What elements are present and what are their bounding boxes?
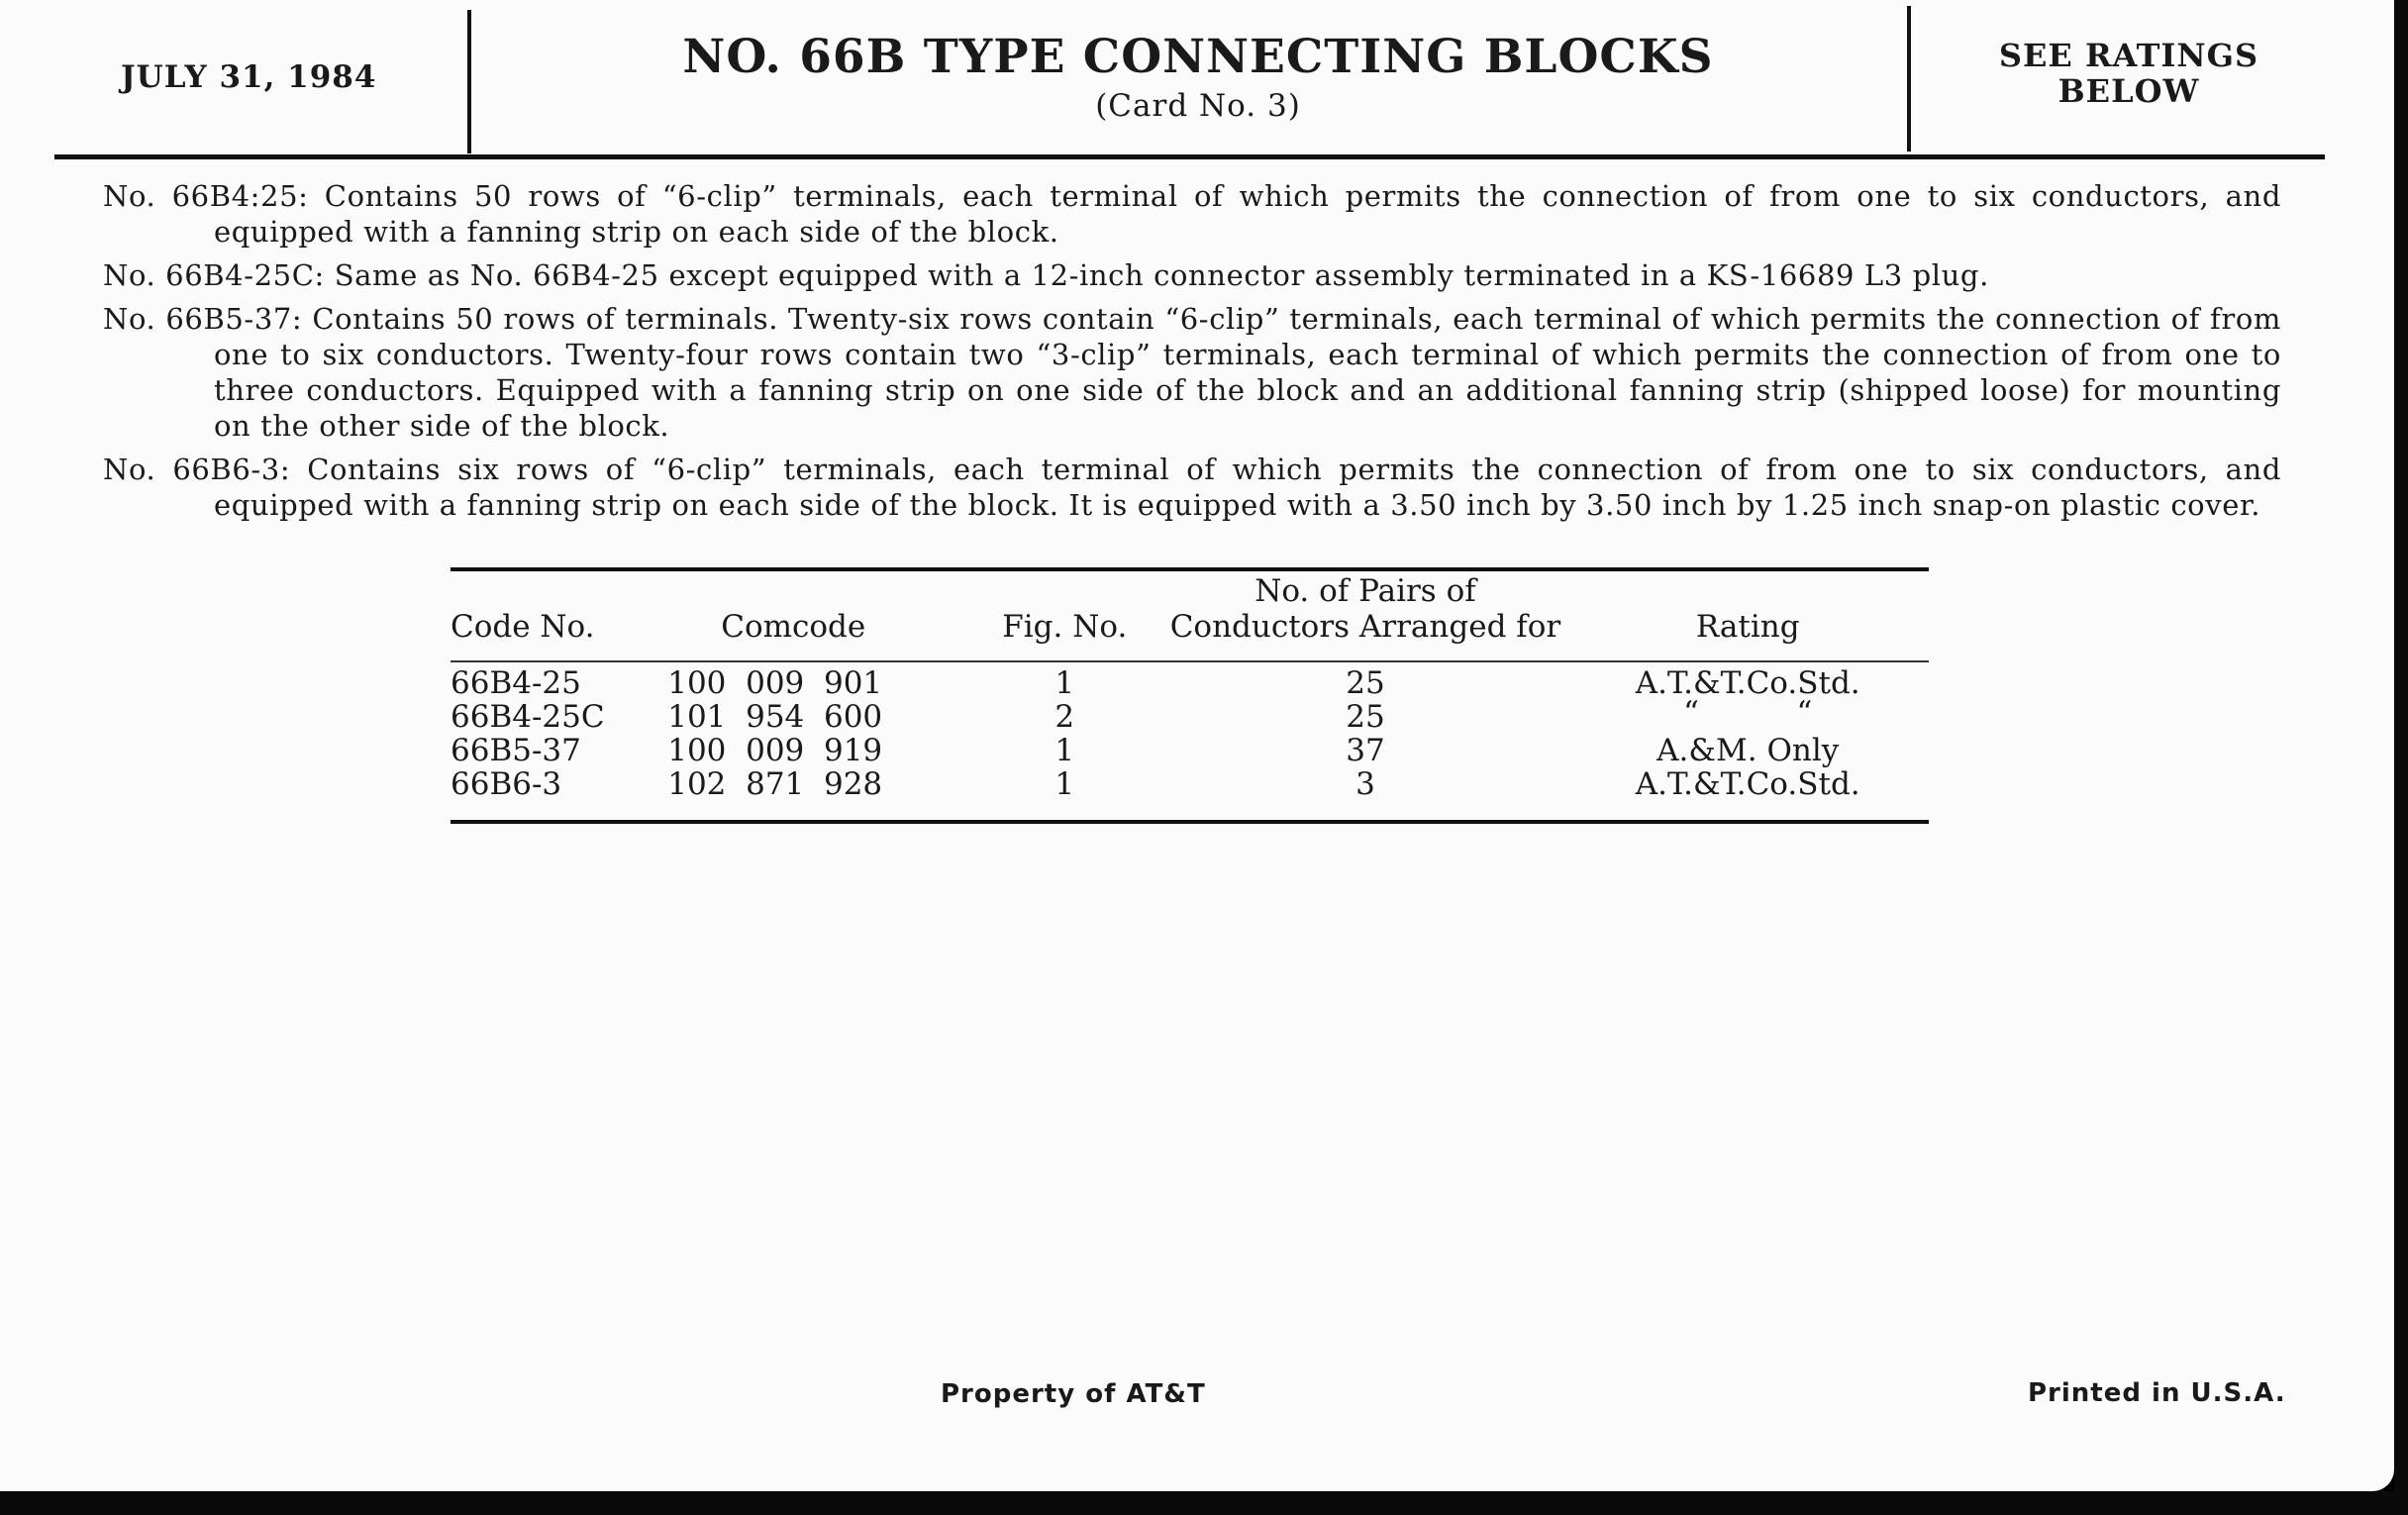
header-code: Code No. (451, 609, 595, 645)
table-bottom-rule (451, 820, 1929, 824)
cell-rating: A.&M. Only (1656, 733, 1840, 768)
scan-edge-right (2394, 0, 2408, 1515)
cell-fig: 1 (1054, 766, 1075, 802)
cell-comcode: 101 954 600 (667, 699, 883, 735)
cell-code: 66B4-25 (451, 665, 581, 701)
cell-code: 66B6-3 (451, 766, 562, 802)
cell-code: 66B5-37 (451, 733, 581, 768)
cell-comcode: 100 009 901 (667, 665, 883, 701)
page-title: NO. 66B TYPE CONNECTING BLOCKS (682, 30, 1714, 84)
header-rule (54, 154, 2325, 159)
printed-notice: Printed in U.S.A. (2028, 1378, 2286, 1408)
cell-rating: A.T.&T.Co.Std. (1635, 665, 1860, 701)
header-divider-right (1907, 6, 1911, 152)
card-date: JULY 31, 1984 (121, 59, 377, 95)
table-header-row (451, 567, 1926, 655)
cell-comcode: 100 009 919 (667, 733, 883, 768)
description-66b5-37: No. 66B5-37: Contains 50 rows of terminals. Twenty-six rows contain “6-clip” terminals, each terminal of which permits the connection of from one to six conductors. Twenty-four rows contain two “3-clip” terminals, each terminal of which permits the connection of from one to three conductors. Equipped with a fanning strip on one side of the block and an additional fanning strip (shipped loose) for mounting on the other side of the block. (103, 302, 2281, 443)
cell-pairs: 25 (1346, 699, 1385, 735)
code-table (451, 567, 1926, 801)
table-row (451, 700, 1926, 734)
cell-fig: 1 (1054, 665, 1075, 701)
card-number: (Card No. 3) (1095, 88, 1301, 124)
header-comcode: Comcode (721, 609, 866, 645)
header-pairs-line1: No. of Pairs of (1254, 573, 1476, 609)
ratings-note-line1: SEE RATINGS (1998, 37, 2259, 74)
table-row (451, 655, 1926, 700)
cell-fig: 2 (1054, 699, 1075, 735)
header-divider-left (467, 10, 471, 153)
scan-edge-bottom (0, 1491, 2408, 1515)
cell-comcode: 102 871 928 (667, 766, 883, 802)
table-row (451, 767, 1926, 801)
header-rating: Rating (1695, 609, 1800, 645)
cell-fig: 1 (1054, 733, 1075, 768)
description-66b6-3: No. 66B6-3: Contains six rows of “6-clip” terminals, each terminal of which permits the connection of from one to six conductors, and equipped with a fanning strip on each side of the block. It is equipped with a 3.50 inch by 3.50 inch by 1.25 inch snap-on plastic cover. (103, 453, 2281, 522)
cell-rating: A.T.&T.Co.Std. (1635, 766, 1860, 802)
description-list (103, 178, 2281, 531)
header-pairs (1160, 567, 1569, 655)
cell-rating: “ “ (1683, 695, 1813, 731)
ratings-note (1956, 38, 2302, 109)
table-row (451, 734, 1926, 767)
header-pairs-line2: Conductors Arranged for (1169, 609, 1561, 645)
cell-pairs: 25 (1346, 665, 1385, 701)
cell-pairs: 37 (1346, 733, 1385, 768)
cell-pairs: 3 (1355, 766, 1375, 802)
description-66b4-25c: No. 66B4-25C: Same as No. 66B4-25 except equipped with a 12-inch connector assembly terminated in a KS-16689 L3 plug. (103, 258, 1989, 292)
description-66b4-25: No. 66B4:25: Contains 50 rows of “6-clip” terminals, each terminal of which permits the connection of from one to six conductors, and equipped with a fanning strip on each side of the block. (103, 179, 2281, 249)
header-fig: Fig. No. (1002, 609, 1128, 645)
ratings-note-line2: BELOW (2057, 72, 2200, 110)
property-notice: Property of AT&T (941, 1379, 1206, 1409)
cell-code: 66B4-25C (451, 699, 605, 735)
card-title-block (475, 30, 1921, 124)
